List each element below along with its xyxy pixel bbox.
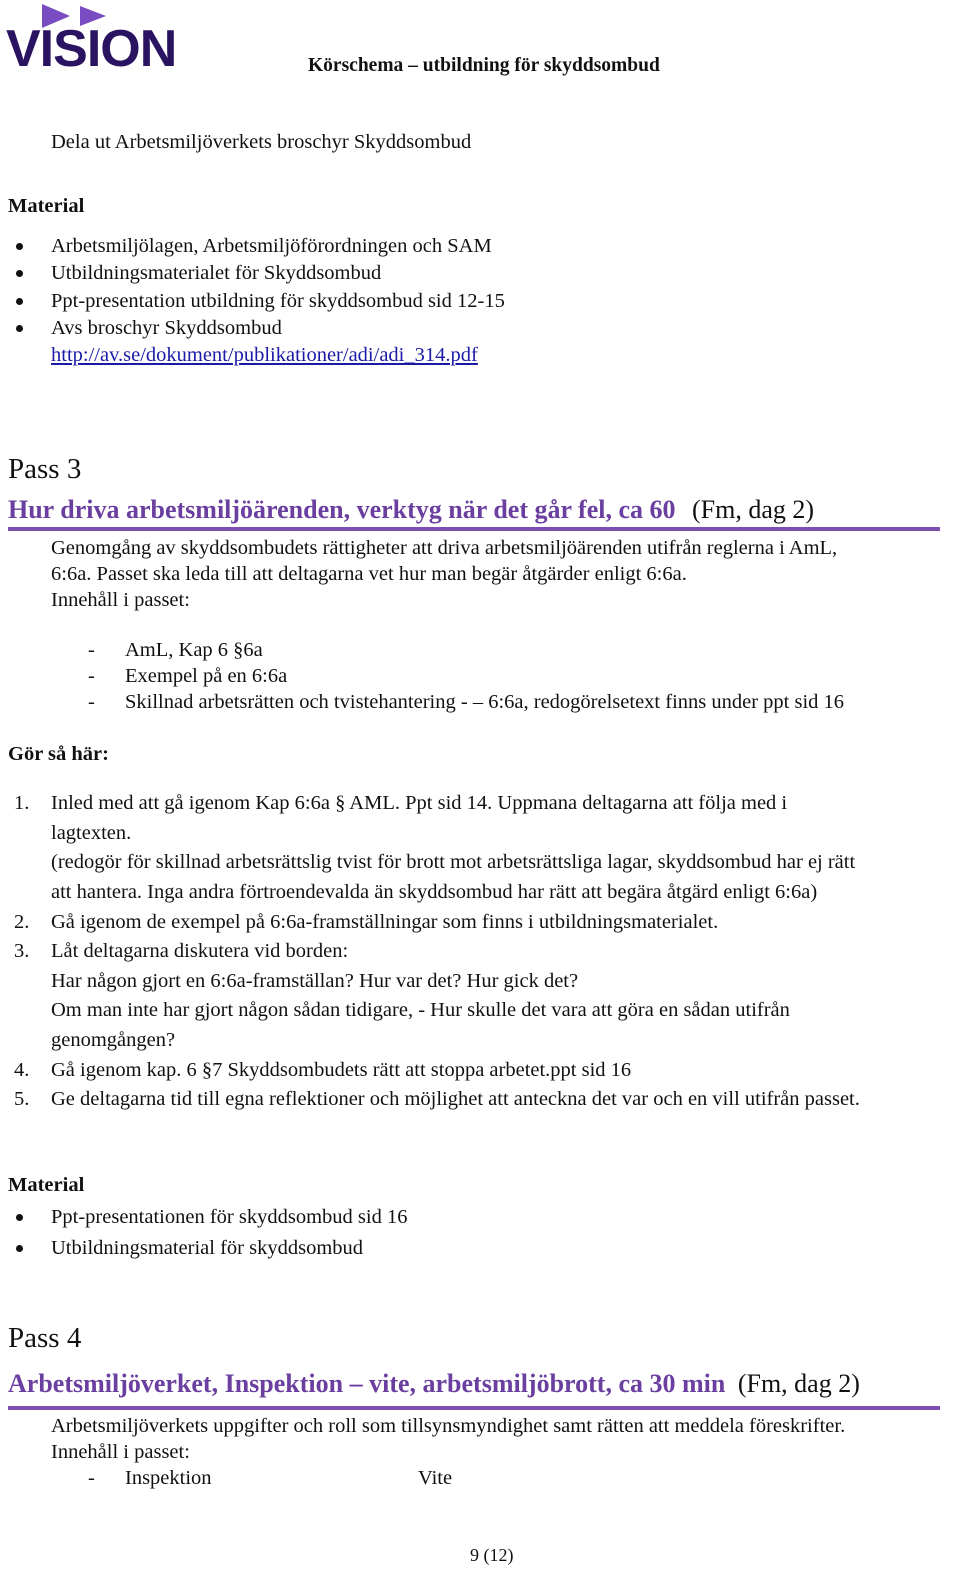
logo-wordmark: VISION <box>6 20 177 78</box>
list-item: Skillnad arbetsrätten och tvistehantering - – 6:6a, redogörelsetext finns under ppt sid 16 <box>125 691 845 713</box>
bullet-icon <box>16 1245 23 1252</box>
pass4-content-label: Innehåll i passet: <box>51 1441 190 1463</box>
dash-icon: - <box>88 639 95 661</box>
step-line: Gå igenom de exempel på 6:6a-framställningar som finns i utbildningsmaterialet. <box>51 911 719 933</box>
step-number: 5. <box>14 1088 30 1110</box>
step-line: genomgången? <box>51 1029 176 1051</box>
dash-icon: - <box>88 665 95 687</box>
list-item: AmL, Kap 6 §6a <box>125 639 263 661</box>
material-heading: Material <box>8 195 85 217</box>
step-line: Inled med att gå igenom Kap 6:6a § AML. Ppt sid 14. Uppmana deltagarna att följa med i <box>51 792 788 814</box>
bullet-icon <box>16 1214 23 1221</box>
step-line: Om man inte har gjort någon sådan tidigare, - Hur skulle det vara att göra en sådan utifrån <box>51 999 790 1021</box>
list-item: Utbildningsmaterial för skyddsombud <box>51 1237 364 1259</box>
list-item: Avs broschyr Skyddsombud <box>51 317 282 339</box>
step-line: Gå igenom kap. 6 §7 Skyddsombudets rätt att stoppa arbetet.ppt sid 16 <box>51 1059 632 1081</box>
step-line: (redogör för skillnad arbetsrättslig tvist för brott mot arbetsrättsliga lagar, skyddsombud har ej rätt <box>51 851 856 873</box>
page-number: 9 (12) <box>470 1545 514 1565</box>
section-divider <box>8 1406 940 1410</box>
list-item: Inspektion <box>125 1467 212 1489</box>
pass4-description-line: Arbetsmiljöverkets uppgifter och roll som tillsynsmyndighet samt rätten att meddela föreskrifter. <box>51 1415 846 1437</box>
list-item: Arbetsmiljölagen, Arbetsmiljöförordningen och SAM <box>51 235 492 257</box>
step-number: 4. <box>14 1059 30 1081</box>
dash-icon: - <box>88 691 95 713</box>
pass4-label: Pass 4 <box>8 1322 82 1354</box>
step-line: lagtexten. <box>51 822 132 844</box>
step-line: att hantera. Inga andra förtroendevalda än skyddsombud har rätt att begära åtgärd enligt 6:6a) <box>51 881 818 903</box>
list-item: Exempel på en 6:6a <box>125 665 288 687</box>
pass3-time: (Fm, dag 2) <box>692 495 815 524</box>
pass3-description-line: Genomgång av skyddsombudets rättigheter att driva arbetsmiljöärenden utifrån reglerna i AmL, <box>51 537 838 559</box>
step-line: Har någon gjort en 6:6a-framställan? Hur var det? Hur gick det? <box>51 970 579 992</box>
pass4-title: Arbetsmiljöverket, Inspektion – vite, arbetsmiljöbrott, ca 30 min <box>8 1369 726 1398</box>
step-line: Ge deltagarna tid till egna reflektioner och möjlighet att anteckna det var och en vill utifrån passet. <box>51 1088 860 1110</box>
howto-heading: Gör så här: <box>8 743 109 765</box>
bullet-icon <box>16 325 23 332</box>
step-line: Låt deltagarna diskutera vid borden: <box>51 940 349 962</box>
pass3-label: Pass 3 <box>8 453 82 485</box>
pass3-title: Hur driva arbetsmiljöärenden, verktyg när det går fel, ca 60 <box>8 495 676 524</box>
bullet-icon <box>16 270 23 277</box>
section-divider <box>8 527 940 531</box>
list-item: Vite <box>418 1467 453 1489</box>
pass3-content-label: Innehåll i passet: <box>51 589 190 611</box>
list-item: Utbildningsmaterialet för Skyddsombud <box>51 262 382 284</box>
list-item: Ppt-presentationen för skyddsombud sid 16 <box>51 1206 408 1228</box>
bullet-icon <box>16 243 23 250</box>
pass3-description-line: 6:6a. Passet ska leda till att deltagarna vet hur man begär åtgärder enligt 6:6a. <box>51 563 687 585</box>
pass4-title-row <box>8 1368 860 1400</box>
intro-line: Dela ut Arbetsmiljöverkets broschyr Skyddsombud <box>51 131 472 153</box>
material-heading: Material <box>8 1174 85 1196</box>
document-title: Körschema – utbildning för skyddsombud <box>308 55 660 76</box>
dash-icon: - <box>88 1467 95 1489</box>
step-number: 1. <box>14 792 30 814</box>
pass3-title-row <box>8 494 814 526</box>
publication-link[interactable]: http://av.se/dokument/publikationer/adi/adi_314.pdf <box>51 344 478 366</box>
pass4-time: (Fm, dag 2) <box>737 1369 860 1398</box>
bullet-icon <box>16 298 23 305</box>
list-item: Ppt-presentation utbildning för skyddsombud sid 12-15 <box>51 290 505 312</box>
step-number: 3. <box>14 940 30 962</box>
step-number: 2. <box>14 911 30 933</box>
